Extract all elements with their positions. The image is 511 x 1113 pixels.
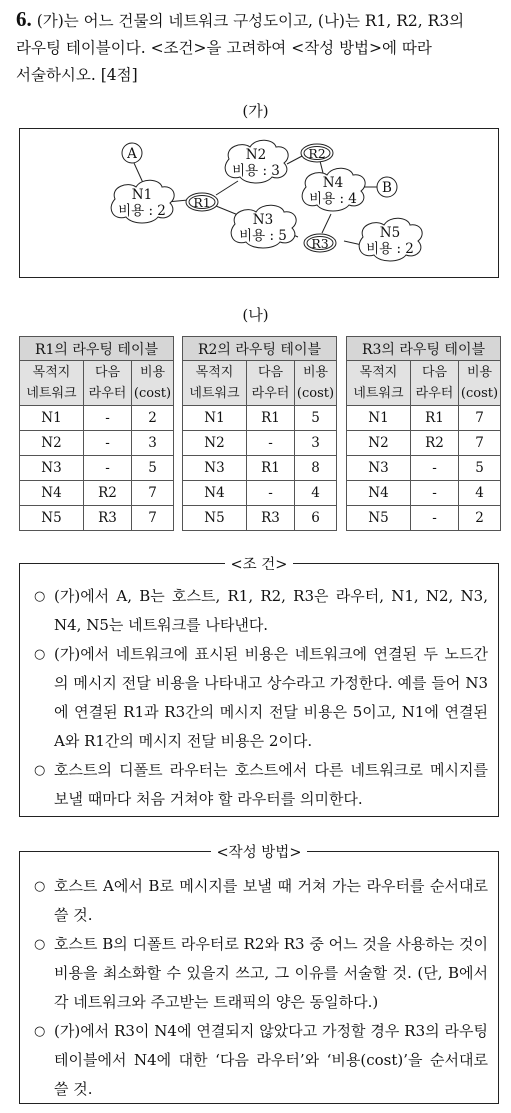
table-cell: 3 bbox=[132, 431, 174, 456]
routing-table-title: R2의 라우팅 테이블 bbox=[183, 337, 337, 361]
table-row bbox=[20, 456, 174, 481]
routing-table-title: R3의 라우팅 테이블 bbox=[347, 337, 501, 361]
table-row bbox=[183, 481, 337, 506]
table-cell: 2 bbox=[459, 506, 501, 531]
table-cell: R1 bbox=[411, 406, 459, 431]
table-row bbox=[183, 431, 337, 456]
network-n1-cost: 비용 : 2 bbox=[118, 203, 166, 219]
question-line-2: 라우팅 테이블이다. <조건>을 고려하여 <작성 방법>에 따라 bbox=[16, 39, 432, 57]
routing-table-r1 bbox=[19, 336, 174, 531]
table-cell: - bbox=[84, 431, 132, 456]
table-cell: N5 bbox=[183, 506, 247, 531]
conditions-box bbox=[19, 557, 499, 817]
table-row bbox=[183, 406, 337, 431]
network-n1-name: N1 bbox=[131, 187, 153, 203]
table-cell: N3 bbox=[347, 456, 411, 481]
network-n5-name: N5 bbox=[379, 225, 401, 241]
column-header-destination: 목적지 네트워크 bbox=[20, 361, 84, 406]
link-n2-r2 bbox=[287, 155, 304, 164]
list-item: ○ 호스트 A에서 B로 메시지를 보낼 때 거쳐 가는 라우터를 순서대로 쓸 것. bbox=[20, 872, 498, 930]
table-cell: N4 bbox=[347, 481, 411, 506]
table-row bbox=[20, 481, 174, 506]
figure-ga-label: (가) bbox=[242, 102, 269, 120]
method-list bbox=[20, 872, 498, 1104]
table-cell: 2 bbox=[132, 406, 174, 431]
table-cell: N5 bbox=[347, 506, 411, 531]
list-item: ○ (가)에서 네트워크에 표시된 비용은 네트워크에 연결된 두 노드간의 메시지 전달 비용을 나타내고 상수라고 가정한다. 예를 들어 N3에 연결된 R1과 R3간의 메시지 전달 비용은 5이고, N1에 연결된 A와 R1간의 메시지 전달 비용은 2이다. bbox=[20, 640, 498, 756]
method-title: <작성 방법> bbox=[20, 841, 498, 862]
table-cell: - bbox=[411, 506, 459, 531]
router-r2-label: R2 bbox=[308, 146, 326, 161]
network-n2-name: N2 bbox=[245, 147, 267, 163]
question-stem bbox=[16, 6, 502, 89]
table-cell: - bbox=[411, 456, 459, 481]
table-cell: R3 bbox=[84, 506, 132, 531]
table-cell: 4 bbox=[295, 481, 337, 506]
column-header-next-router: 다음 라우터 bbox=[411, 361, 459, 406]
routing-table-r2 bbox=[182, 336, 337, 531]
table-cell: - bbox=[84, 456, 132, 481]
host-a-label: A bbox=[127, 146, 137, 162]
table-row bbox=[347, 431, 501, 456]
table-cell: 7 bbox=[132, 506, 174, 531]
figure-na-label: (나) bbox=[242, 306, 269, 324]
list-item: ○ 호스트의 디폴트 라우터는 호스트에서 다른 네트워크로 메시지를 보낼 때마다 처음 거쳐야 할 라우터를 의미한다. bbox=[20, 756, 498, 814]
table-cell: N3 bbox=[20, 456, 84, 481]
table-cell: N4 bbox=[183, 481, 247, 506]
table-cell: N1 bbox=[20, 406, 84, 431]
method-box bbox=[19, 845, 499, 1104]
table-cell: 5 bbox=[132, 456, 174, 481]
table-cell: - bbox=[411, 481, 459, 506]
table-cell: 5 bbox=[295, 406, 337, 431]
table-cell: 7 bbox=[459, 431, 501, 456]
link-n4-r3 bbox=[322, 214, 331, 233]
table-cell: 6 bbox=[295, 506, 337, 531]
table-cell: - bbox=[247, 481, 295, 506]
routing-table-title: R1의 라우팅 테이블 bbox=[20, 337, 174, 361]
router-r3-label: R3 bbox=[311, 236, 329, 251]
router-r1-label: R1 bbox=[193, 195, 211, 210]
table-cell: 5 bbox=[459, 456, 501, 481]
network-diagram bbox=[19, 128, 499, 278]
list-item: ○ 호스트 B의 디폴트 라우터로 R2와 R3 중 어느 것을 사용하는 것이 비용을 최소화할 수 있을지 쓰고, 그 이유를 서술할 것. (단, B에서 각 네트워크와 주고받는 트래픽의 양은 동일하다.) bbox=[20, 930, 498, 1017]
table-row bbox=[183, 506, 337, 531]
column-header-destination: 목적지 네트워크 bbox=[347, 361, 411, 406]
question-number: 6. bbox=[16, 7, 32, 31]
list-item: ○ (가)에서 A, B는 호스트, R1, R2, R3은 라우터, N1, N2, N3, N4, N5는 네트워크를 나타낸다. bbox=[20, 582, 498, 640]
table-cell: 3 bbox=[295, 431, 337, 456]
table-row bbox=[20, 406, 174, 431]
network-n2-cost: 비용 : 3 bbox=[232, 163, 280, 179]
table-cell: N2 bbox=[183, 431, 247, 456]
table-cell: 7 bbox=[132, 481, 174, 506]
list-item: ○ (가)에서 R3이 N4에 연결되지 않았다고 가정할 경우 R3의 라우팅 테이블에서 N4에 대한 ‘다음 라우터’와 ‘비용(cost)’을 순서대로 쓸 것. bbox=[20, 1017, 498, 1104]
column-header-destination: 목적지 네트워크 bbox=[183, 361, 247, 406]
table-cell: N2 bbox=[20, 431, 84, 456]
question-line-3: 서술하시오. [4점] bbox=[16, 66, 138, 84]
network-diagram-svg bbox=[20, 129, 498, 277]
table-cell: 4 bbox=[459, 481, 501, 506]
network-n3-cost: 비용 : 5 bbox=[239, 228, 287, 244]
table-row bbox=[20, 431, 174, 456]
network-n4-name: N4 bbox=[322, 175, 344, 191]
table-cell: N3 bbox=[183, 456, 247, 481]
table-cell: N5 bbox=[20, 506, 84, 531]
column-header-next-router: 다음 라우터 bbox=[84, 361, 132, 406]
table-row bbox=[347, 406, 501, 431]
table-cell: 8 bbox=[295, 456, 337, 481]
table-cell: R2 bbox=[84, 481, 132, 506]
table-row bbox=[183, 456, 337, 481]
table-cell: N1 bbox=[183, 406, 247, 431]
table-cell: R3 bbox=[247, 506, 295, 531]
column-header-cost: 비용 (cost) bbox=[295, 361, 337, 406]
table-cell: 7 bbox=[459, 406, 501, 431]
table-cell: - bbox=[84, 406, 132, 431]
question-line-1: 6. (가)는 어느 건물의 네트워크 구성도이고, (나)는 R1, R2, R3의 bbox=[16, 7, 465, 31]
table-cell: R1 bbox=[247, 406, 295, 431]
column-header-cost: 비용 (cost) bbox=[459, 361, 501, 406]
network-n5-cost: 비용 : 2 bbox=[366, 241, 414, 257]
link-r1-n2 bbox=[216, 181, 238, 195]
table-row bbox=[20, 506, 174, 531]
table-row bbox=[347, 456, 501, 481]
network-n3-name: N3 bbox=[252, 212, 274, 228]
table-cell: N2 bbox=[347, 431, 411, 456]
table-cell: N4 bbox=[20, 481, 84, 506]
column-header-cost: 비용 (cost) bbox=[132, 361, 174, 406]
routing-table-r3 bbox=[346, 336, 501, 531]
conditions-title: <조 건> bbox=[20, 553, 498, 574]
conditions-list bbox=[20, 582, 498, 814]
table-row bbox=[347, 506, 501, 531]
table-cell: R2 bbox=[411, 431, 459, 456]
column-header-next-router: 다음 라우터 bbox=[247, 361, 295, 406]
host-b-label: B bbox=[382, 180, 392, 196]
network-n4-cost: 비용 : 4 bbox=[309, 191, 357, 207]
table-cell: R1 bbox=[247, 456, 295, 481]
table-cell: - bbox=[247, 431, 295, 456]
table-cell: N1 bbox=[347, 406, 411, 431]
table-row bbox=[347, 481, 501, 506]
